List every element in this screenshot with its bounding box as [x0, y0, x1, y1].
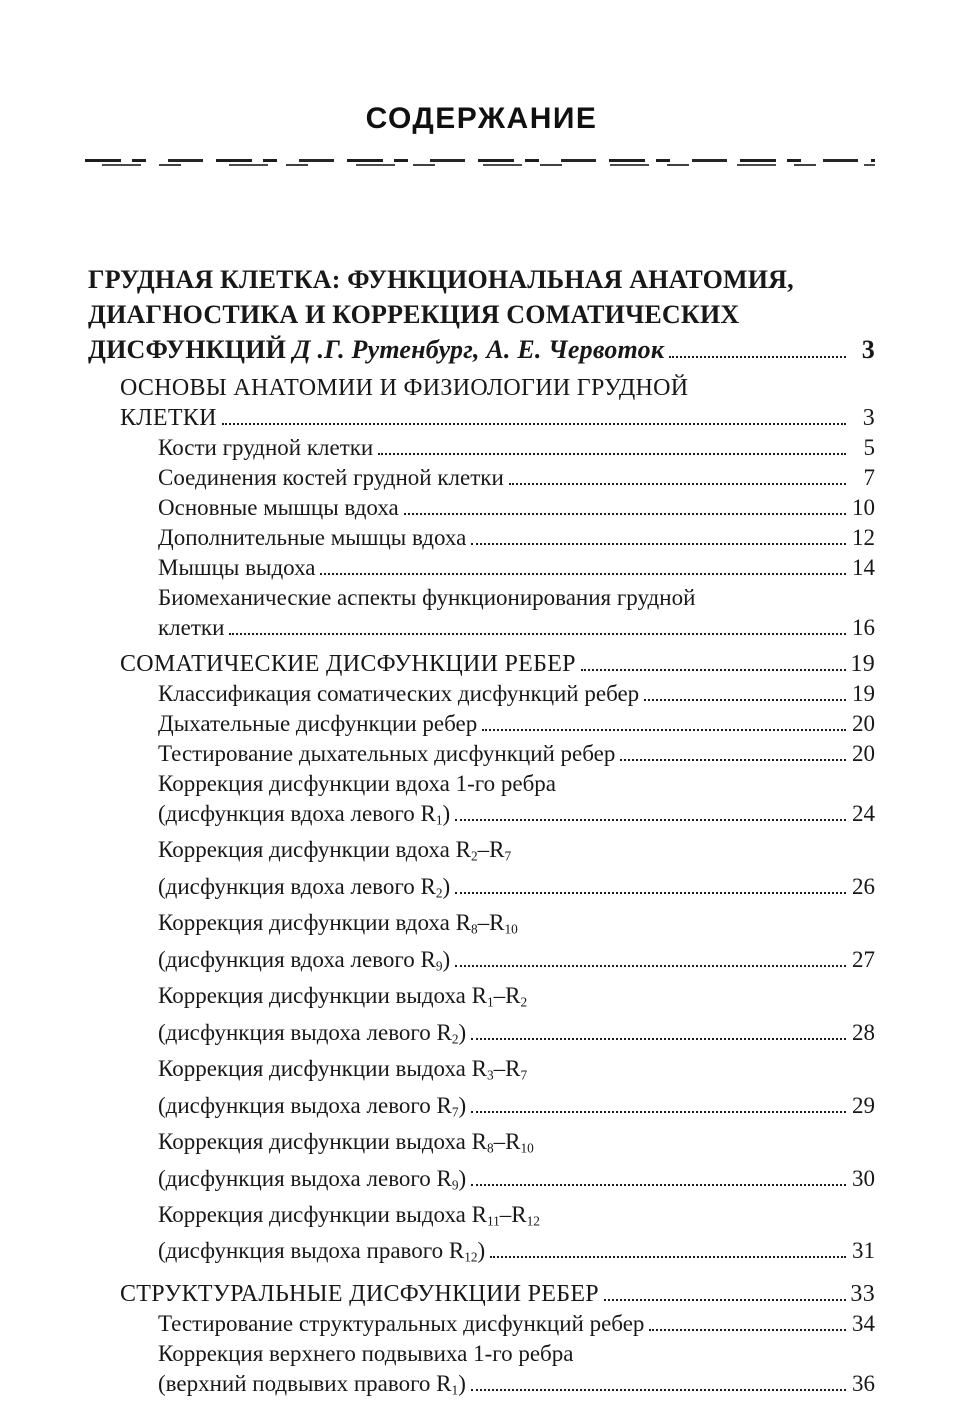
toc-line — [120, 403, 875, 433]
decorative-rule — [88, 158, 875, 168]
toc-entry-item — [158, 769, 875, 835]
page-number: 26 — [852, 873, 875, 899]
page-number: 28 — [852, 1019, 875, 1045]
page-number: 14 — [852, 555, 875, 580]
toc-line-text: Биомеханические аспекты функционирования грудной — [158, 585, 696, 610]
toc-line — [158, 1164, 875, 1200]
toc-entry-item — [158, 553, 875, 583]
toc-entry-item — [158, 583, 875, 643]
toc-line — [158, 872, 875, 908]
toc-line-text: ОСНОВЫ АНАТОМИИ И ФИЗИОЛОГИИ ГРУДНОЙ — [120, 375, 689, 401]
toc-line — [158, 493, 875, 523]
toc-entry-item — [158, 981, 875, 1054]
page-number: 31 — [852, 1238, 875, 1264]
toc-line — [158, 1369, 875, 1405]
toc-line — [158, 1236, 875, 1272]
leader-dots — [222, 423, 846, 425]
page-number: 19 — [850, 651, 875, 677]
toc-entry-item — [158, 709, 875, 739]
toc-line — [158, 981, 875, 1017]
toc-line-text: Коррекция дисфункции вдоха $R_8-R_{10}$ — [158, 910, 518, 937]
toc-line — [158, 463, 875, 493]
page-number: 5 — [863, 435, 875, 460]
toc-entry-item — [158, 1054, 875, 1127]
toc-line-text: Коррекция дисфункции выдоха $R_{11}-R_{12}$ — [158, 1201, 540, 1229]
toc-line-text: Коррекция дисфункции выдоха $R_8-R_{10}$ — [158, 1129, 534, 1156]
toc-line-text: Коррекция дисфункции выдоха $R_3-R_7$ — [158, 1056, 528, 1083]
toc-line — [158, 583, 875, 613]
toc-line — [88, 297, 875, 332]
toc-line — [158, 679, 875, 709]
toc-line-text: Дополнительные мышцы вдоха — [158, 525, 467, 550]
toc-line-text: (дисфункция вдоха левого $R_9$) — [158, 946, 451, 974]
page-number: 27 — [852, 946, 875, 972]
toc-line — [158, 1127, 875, 1163]
toc-line — [158, 769, 875, 799]
toc-line — [120, 1279, 875, 1309]
toc-line — [158, 1054, 875, 1090]
page-number: 16 — [852, 615, 875, 640]
toc-line-text: Основные мышцы вдоха — [158, 495, 399, 520]
toc-entry-chapter — [88, 262, 875, 367]
toc-line — [158, 1200, 875, 1236]
toc-line-text: Коррекция дисфункции вдоха 1-го ребра — [158, 771, 556, 796]
page-number: 12 — [852, 525, 875, 550]
leader-dots — [604, 1299, 846, 1301]
toc-line-text: (дисфункция выдоха правого $R_{12}$) — [158, 1238, 486, 1265]
toc-entry-section — [120, 649, 875, 679]
toc-line — [158, 835, 875, 871]
leader-dots — [404, 513, 846, 515]
toc-line-text: (дисфункция вдоха левого $R_1$) — [158, 801, 451, 828]
page-number: 10 — [852, 495, 875, 520]
toc-line-text: СТРУКТУРАЛЬНЫЕ ДИСФУНКЦИИ РЕБЕР — [120, 1280, 599, 1307]
page-number: 3 — [862, 405, 875, 431]
toc-line-text: ГРУДНАЯ КЛЕТКА: ФУНКЦИОНАЛЬНАЯ АНАТОМИЯ, — [88, 265, 794, 294]
leader-dots — [320, 573, 846, 575]
toc-line-text: Коррекция дисфункции вдоха $R_2-R_7$ — [158, 837, 512, 864]
toc-entry-item — [158, 1309, 875, 1339]
toc-line — [158, 613, 875, 643]
leader-dots — [649, 1329, 846, 1331]
toc-line — [158, 908, 875, 944]
toc-line — [158, 553, 875, 583]
toc-entry-item — [158, 1127, 875, 1200]
page-number: 3 — [861, 335, 875, 364]
toc-line — [158, 799, 875, 835]
toc-entry-item — [158, 523, 875, 553]
toc-entry-item — [158, 908, 875, 981]
toc-line-text: КЛЕТКИ — [120, 405, 217, 431]
toc-entry-item — [158, 463, 875, 493]
toc-line-text: Тестирование дыхательных дисфункций ребер — [158, 741, 616, 766]
toc-line-text: Коррекция дисфункции выдоха $R_1-R_2$ — [158, 983, 528, 1010]
page-number: 20 — [852, 711, 875, 736]
leader-dots — [509, 483, 846, 485]
leader-dots — [229, 633, 846, 635]
toc-line-text: клетки — [158, 615, 225, 640]
leader-dots — [620, 759, 846, 761]
page-number: 33 — [850, 1280, 875, 1307]
toc-line-text: Тестирование структуральных дисфункций ребер — [158, 1310, 645, 1336]
toc-line-text: (дисфункция выдоха левого $R_9$) — [158, 1165, 467, 1192]
toc-line — [158, 523, 875, 553]
toc-entry-item — [158, 493, 875, 523]
toc-line — [158, 1091, 875, 1127]
toc-line — [158, 1309, 875, 1339]
toc-line-text: Соединения костей грудной клетки — [158, 465, 504, 490]
page-number: 19 — [852, 681, 875, 706]
toc-line-text: Мышцы выдоха — [158, 555, 316, 580]
leader-dots — [471, 543, 846, 545]
toc-line — [158, 1339, 875, 1369]
toc-entry-section — [120, 1279, 875, 1309]
toc-line-text: ДИСФУНКЦИЙ Д .Г. Рутенбург, А. Е. Червоток — [88, 335, 665, 364]
toc-entry-item — [158, 835, 875, 908]
page-number: 7 — [863, 465, 875, 490]
toc-entry-item — [158, 679, 875, 709]
page-number: 36 — [852, 1370, 875, 1396]
leader-dots — [471, 1111, 846, 1113]
toc-line — [158, 433, 875, 463]
toc-line-text: Коррекция верхнего подвывиха 1-го ребра — [158, 1340, 574, 1366]
toc-entry-section — [120, 373, 875, 433]
toc-line — [158, 709, 875, 739]
toc-line-text: СОМАТИЧЕСКИЕ ДИСФУНКЦИИ РЕБЕР — [120, 651, 576, 677]
toc-line-text: (верхний подвывих правого $R_1$) — [158, 1370, 466, 1398]
page-title: СОДЕРЖАНИЕ — [365, 102, 598, 135]
toc-line — [158, 739, 875, 769]
leader-dots — [455, 819, 846, 821]
leader-dots — [455, 965, 846, 967]
toc-entry-item — [158, 1339, 875, 1405]
toc-line — [88, 262, 875, 297]
page-number: 30 — [852, 1165, 875, 1191]
toc-list — [88, 262, 875, 1405]
toc-line-text: ДИАГНОСТИКА И КОРРЕКЦИЯ СОМАТИЧЕСКИХ — [88, 300, 740, 329]
leader-dots — [482, 729, 846, 731]
leader-dots — [490, 1256, 846, 1258]
leader-dots — [455, 892, 846, 894]
toc-line — [158, 945, 875, 981]
page-number: 20 — [852, 741, 875, 766]
toc-line-text: Дыхательные дисфункции ребер — [158, 711, 478, 736]
leader-dots — [471, 1184, 846, 1186]
toc-line-text: (дисфункция выдоха левого $R_2$) — [158, 1019, 467, 1047]
leader-dots — [644, 699, 846, 701]
toc-line-text: (дисфункция вдоха левого $R_2$) — [158, 873, 451, 901]
toc-entry-item — [158, 739, 875, 769]
toc-line — [158, 1018, 875, 1054]
leader-dots — [669, 356, 846, 358]
toc-entry-item — [158, 433, 875, 463]
page-number: 24 — [852, 801, 875, 826]
toc-line — [88, 332, 875, 367]
toc-entry-item — [158, 1200, 875, 1273]
page-number: 29 — [852, 1092, 875, 1118]
leader-dots — [581, 669, 846, 671]
leader-dots — [471, 1038, 846, 1040]
toc-line-text: Классификация соматических дисфункций ребер — [158, 681, 640, 706]
toc-line — [120, 373, 875, 403]
toc-line-text: (дисфункция выдоха левого $R_7$) — [158, 1092, 467, 1120]
page-number: 34 — [852, 1310, 875, 1336]
toc-line — [120, 649, 875, 679]
toc-line-text: Кости грудной клетки — [158, 435, 374, 460]
leader-dots — [378, 453, 846, 455]
